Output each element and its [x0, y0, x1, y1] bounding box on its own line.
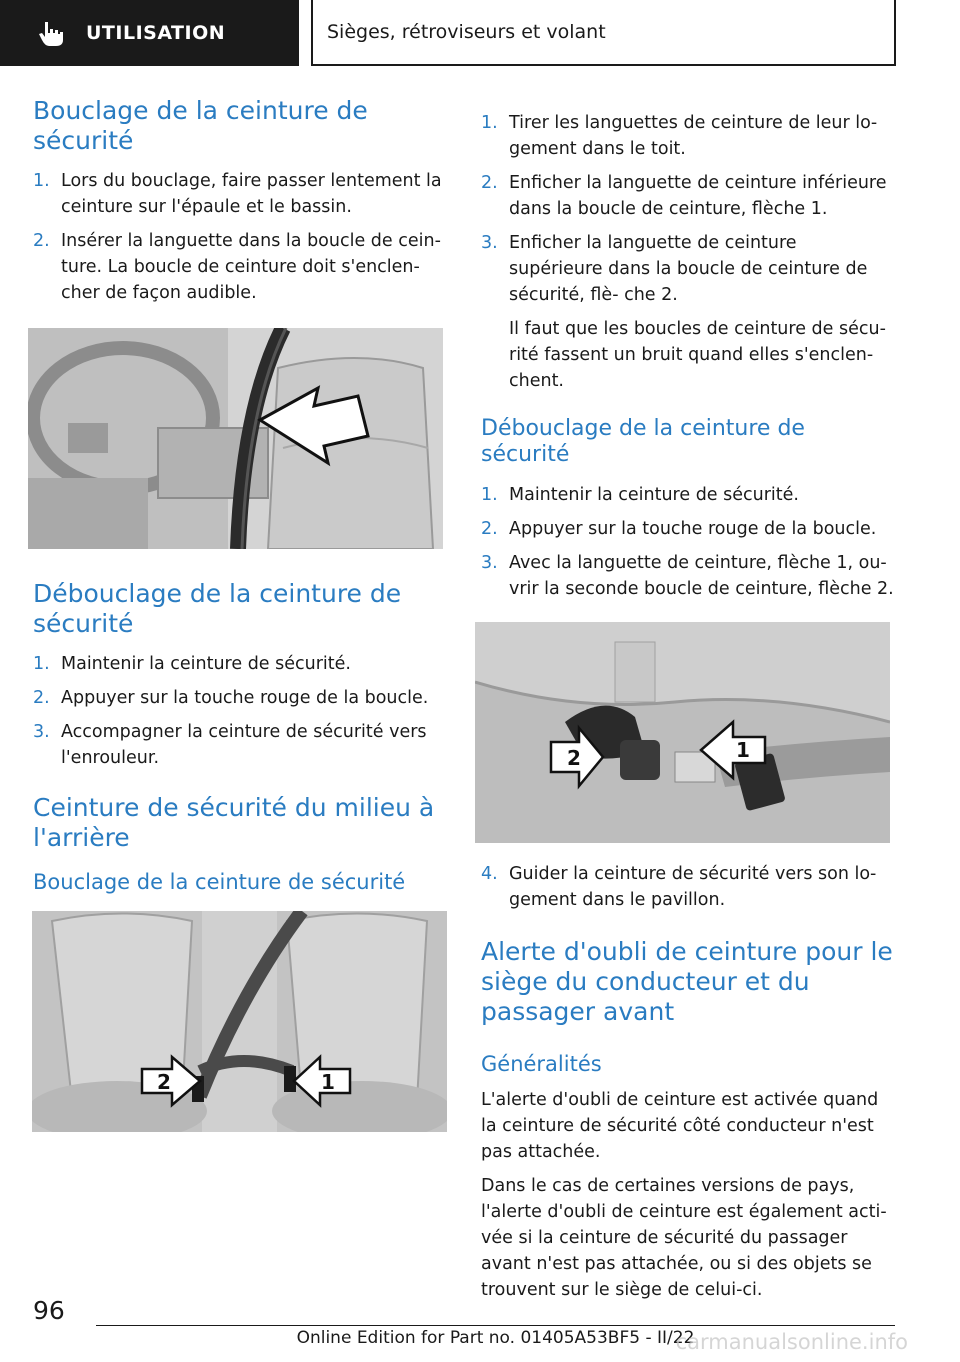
list-item: 2. Appuyer sur la touche rouge de la boucle. [481, 519, 877, 539]
list-item: 3. Avec la languette de ceinture, flèche 1, ou‐ vrir la seconde boucle de ceinture, flèche 2. [481, 553, 894, 599]
list-item: 1. Tirer les languettes de ceinture de leur lo‐ gement dans le toit. [481, 113, 878, 159]
list-item: 4. Guider la ceinture de sécurité vers son lo‐ gement dans le pavillon. [481, 864, 877, 910]
arrow-label-2: 2 [567, 746, 581, 770]
rear-fastening-steps [481, 110, 895, 394]
chapter-box [311, 0, 896, 66]
watermark: carmanualsonline.info [675, 1330, 908, 1354]
fastening-steps [33, 168, 445, 306]
page-number: 96 [33, 1296, 65, 1325]
right-column [481, 110, 895, 1303]
heading-rear-fastening: Bouclage de la ceinture de sécurité [33, 870, 406, 894]
footer-divider [96, 1325, 895, 1326]
list-item: 1. Lors du bouclage, faire passer lentement la ceinture sur l'épaule et le bassin. [33, 171, 442, 217]
rear-seat-illustration [32, 911, 447, 1132]
heading-rear-unfastening: Débouclage de la ceinture de sécurité [481, 416, 805, 467]
front-seat-illustration [28, 328, 443, 549]
heading-rear-middle: Ceinture de sécurité du milieu à l'arrière [33, 793, 435, 852]
list-item: 1. Maintenir la ceinture de sécurité. [33, 654, 351, 674]
list-item: 3. Accompagner la ceinture de sécurité vers l'enrouleur. [33, 722, 427, 768]
list-item: 3. Enficher la languette de ceinture supérieure dans la boucle de ceinture de sécurité, flè‐ che 2. [481, 233, 868, 305]
buckle-closeup-figure [475, 622, 890, 843]
list-item: 2. Enficher la languette de ceinture inférieure dans la boucle de ceinture, flèche 1. [481, 173, 887, 219]
arrow-label-1: 1 [321, 1070, 335, 1094]
heading-belt-reminder: Alerte d'oubli de ceinture pour le siège du conducteur et du passager avant [481, 937, 893, 1026]
heading-general: Généralités [481, 1052, 602, 1076]
heading-fastening: Bouclage de la ceinture de sécurité [33, 96, 368, 155]
list-item: 2. Insérer la languette dans la boucle de cein‐ ture. La boucle de ceinture doit s'enclen‐ cher de façon audible. [33, 231, 441, 303]
section-tab [0, 0, 299, 66]
buckle-illustration [475, 622, 890, 843]
reminder-paragraph-1: L'alerte d'oubli de ceinture est activée quand la ceinture de sécurité côté conducteur n'est pas attachée. [481, 1090, 879, 1162]
rear-middle-belt-figure [32, 911, 447, 1132]
heading-unfastening: Débouclage de la ceinture de sécurité [33, 579, 402, 638]
section-label: UTILISATION [86, 22, 226, 44]
list-item: 2. Appuyer sur la touche rouge de la boucle. [33, 688, 429, 708]
reminder-paragraph-2: Dans le cas de certaines versions de pays, l'alerte d'oubli de ceinture est également acti‐ vée si la ceinture de sécurité du passager avant n'est pas attachée, ou si des objets se trouvent sur le siège de celui-ci. [481, 1176, 887, 1300]
click-note: Il faut que les boucles de ceinture de sécu‐ rité fassent un bruit quand elles s'enclen‐ chent. [509, 319, 886, 391]
front-seat-belt-figure [28, 328, 443, 549]
unfastening-steps [33, 651, 445, 771]
rear-unfastening-steps [481, 482, 895, 602]
edition-line: Online Edition for Part no. 01405A53BF5 - II/22 [296, 1328, 695, 1348]
hand-pointer-icon [36, 18, 66, 48]
left-column [33, 96, 445, 1132]
chapter-title: Sièges, rétroviseurs et volant [327, 21, 606, 43]
list-item: 1. Maintenir la ceinture de sécurité. [481, 485, 799, 505]
arrow-label-1: 1 [736, 738, 750, 762]
arrow-label-2: 2 [157, 1070, 171, 1094]
